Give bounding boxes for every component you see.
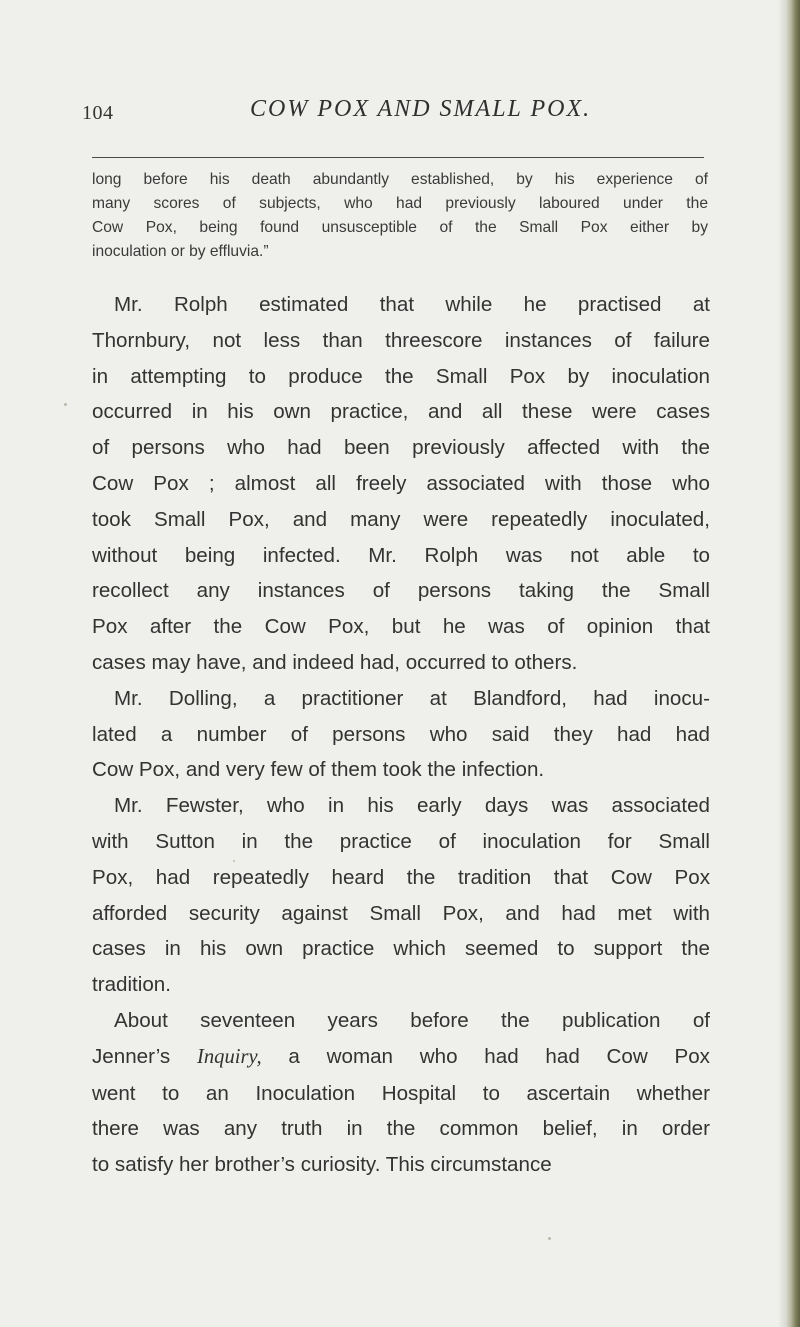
paragraph-line: cases may have, and indeed had, occurred to others. xyxy=(92,650,578,674)
paragraph-line: occurred in his own practice, and all these were cases xyxy=(92,400,710,424)
paragraph-line: went to an Inoculation Hospital to ascertain whether xyxy=(92,1081,710,1105)
page-gutter-shadow xyxy=(778,0,786,1327)
paragraph-line: in attempting to produce the Small Pox by inoculation xyxy=(92,364,710,388)
running-title: COW POX AND SMALL POX. xyxy=(250,96,592,122)
paragraph-line: Mr. Fewster, who in his early days was associated xyxy=(114,794,710,818)
paragraph-line: to satisfy her brother’s curiosity. This circumstance xyxy=(92,1153,552,1177)
paragraph-line: of persons who had been previously affected with the xyxy=(92,436,710,460)
paper-speck xyxy=(233,860,235,862)
body-text xyxy=(92,287,710,1183)
running-head xyxy=(82,94,732,134)
paragraph-line: Pox after the Cow Pox, but he was of opinion that xyxy=(92,615,710,639)
paragraph-line: recollect any instances of persons taking the Small xyxy=(92,579,710,603)
paper-speck xyxy=(548,1237,551,1240)
paragraph-line: took Small Pox, and many were repeatedly inoculated, xyxy=(92,507,710,531)
quote-line: many scores of subjects, who had previously laboured under the xyxy=(92,195,708,212)
paragraph-line: afforded security against Small Pox, and had met with xyxy=(92,901,710,925)
paragraph-line: Cow Pox ; almost all freely associated with those who xyxy=(92,471,710,495)
quote-line: long before his death abundantly established, by his experience of xyxy=(92,171,708,188)
header-rule xyxy=(92,157,704,158)
paragraph-line: with Sutton in the practice of inoculation for Small xyxy=(92,829,710,853)
paragraph-line: there was any truth in the common belief, in order xyxy=(92,1117,710,1141)
paragraph-line: Thornbury, not less than threescore instances of failure xyxy=(92,328,710,352)
paragraph-line-with-italic xyxy=(92,1039,710,1076)
paragraph-line: without being infected. Mr. Rolph was not able to xyxy=(92,543,710,567)
quote-line: inoculation or by effluvia.” xyxy=(92,243,269,260)
paragraph-line: lated a number of persons who said they had had xyxy=(92,722,710,746)
paragraph-line: cases in his own practice which seemed to support the xyxy=(92,937,710,961)
line-remainder: a woman who had had Cow Pox xyxy=(288,1044,710,1068)
paragraph-line: Pox, had repeatedly heard the tradition that Cow Pox xyxy=(92,865,710,889)
quotation-block xyxy=(92,168,708,264)
page-edge xyxy=(786,0,800,1327)
page-number: 104 xyxy=(82,102,114,124)
paragraph-line: Mr. Dolling, a practitioner at Blandford, had inocu- xyxy=(114,686,710,710)
paragraph-line: Cow Pox, and very few of them took the infection. xyxy=(92,758,545,782)
paragraph-line: About seventeen years before the publication of xyxy=(114,1008,710,1032)
jenner-name: Jenner’s xyxy=(92,1044,171,1068)
paragraph-line: Mr. Rolph estimated that while he practised at xyxy=(114,293,710,316)
paragraph-line: tradition. xyxy=(92,973,171,997)
inquiry-title: Inquiry, xyxy=(197,1045,262,1068)
quote-line: Cow Pox, being found unsusceptible of the Small Pox either by xyxy=(92,219,708,236)
paper-speck xyxy=(64,403,67,406)
